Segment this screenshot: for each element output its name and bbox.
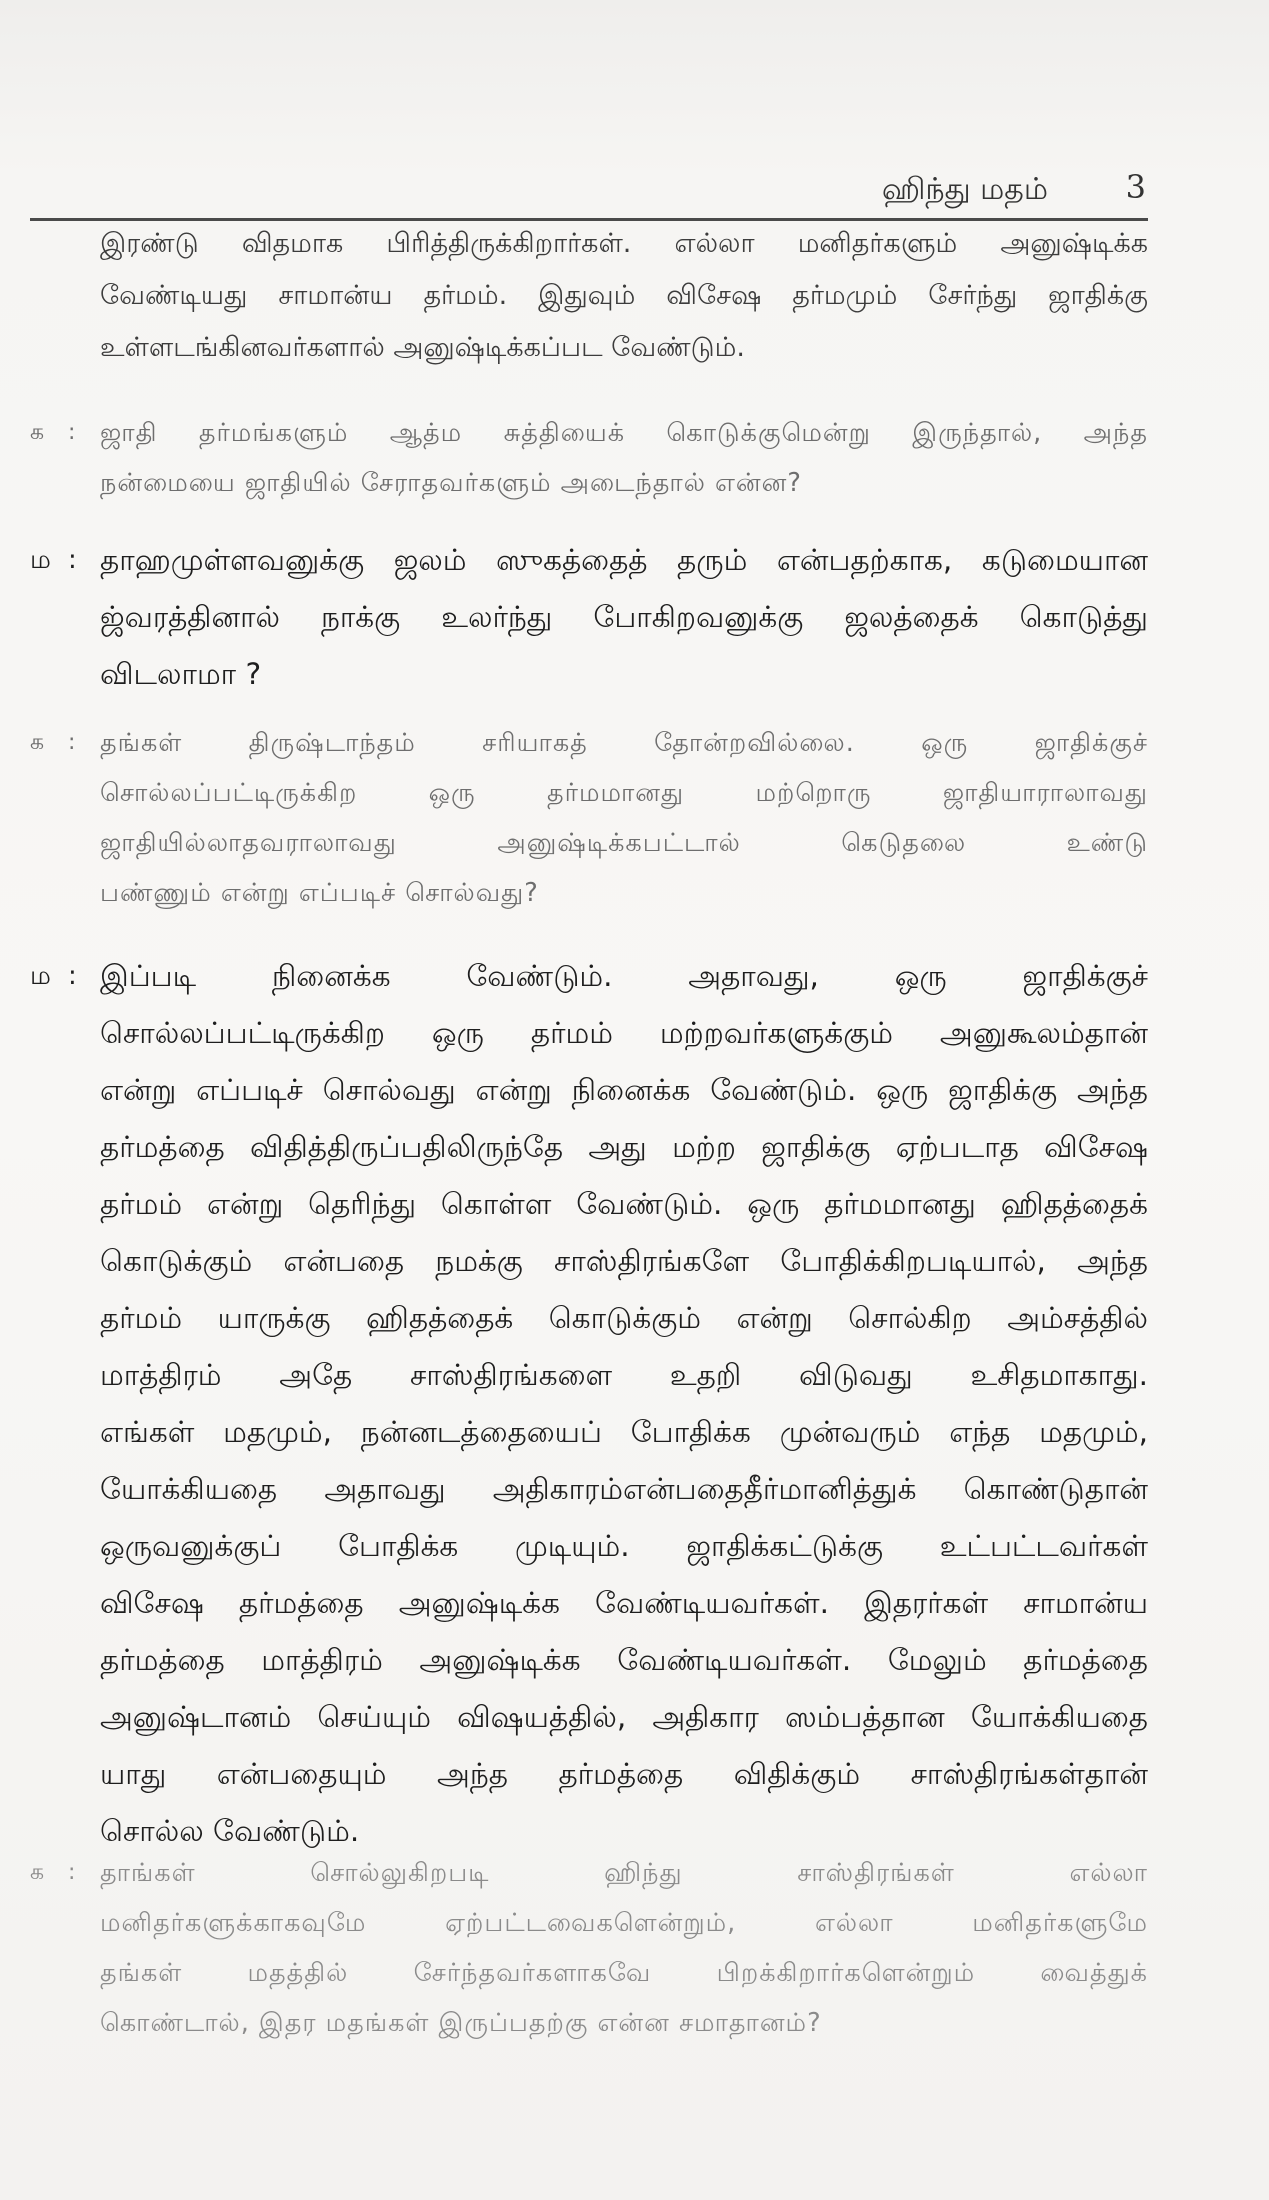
speaker-colon: : <box>68 1860 77 1885</box>
speaker-colon: : <box>68 961 77 991</box>
speaker-colon: : <box>68 730 77 755</box>
text-line: தாங்கள் சொல்லுகிறபடி ஹிந்து சாஸ்திரங்கள் எல்லா <box>100 1858 1148 1888</box>
text-line: தர்மம் யாருக்கு ஹிதத்தைக் கொடுக்கும் என்று சொல்கிற அம்சத்தில் <box>100 1301 1148 1335</box>
running-header <box>30 168 1148 221</box>
speaker-label <box>30 408 90 458</box>
text-line: வேண்டியது சாமான்ய தர்மம். இதுவும் விசேஷ தர்மமும் சேர்ந்து ஜாதிக்கு <box>100 280 1148 311</box>
speaker-label <box>30 1848 90 1898</box>
text-line: சொல்லப்பட்டிருக்கிற ஒரு தர்மமானது மற்றொரு ஜாதியாராலாவது <box>100 778 1148 808</box>
text-line: மாத்திரம் அதே சாஸ்திரங்களை உதறி விடுவது உசிதமாகாது. <box>100 1358 1148 1392</box>
question-2 <box>30 718 1148 918</box>
text-line: தங்கள் திருஷ்டாந்தம் சரியாகத் தோன்றவில்லை. ஒரு ஜாதிக்குச் <box>100 728 1148 758</box>
text-line: ஒருவனுக்குப் போதிக்க முடியும். ஜாதிக்கட்டுக்கு உட்பட்டவர்கள் <box>100 1529 1148 1563</box>
intro-paragraph <box>30 218 1148 374</box>
text-line: ஜாதி தர்மங்களும் ஆத்ம சுத்தியைக் கொடுக்குமென்று இருந்தால், அந்த <box>100 418 1148 448</box>
text-line: தர்மத்தை விதித்திருப்பதிலிருந்தே அது மற்ற ஜாதிக்கு ஏற்படாத விசேஷ <box>100 1130 1148 1164</box>
text-line: என்று எப்படிச் சொல்வது என்று நினைக்க வேண்டும். ஒரு ஜாதிக்கு அந்த <box>100 1073 1148 1107</box>
answer-2 <box>30 948 1148 1860</box>
text-line: யோக்கியதை அதாவது அதிகாரம்என்பதைதீர்மானித்துக் கொண்டுதான் <box>100 1472 1148 1506</box>
text-line: அனுஷ்டானம் செய்யும் விஷயத்தில், அதிகார ஸம்பத்தான யோக்கியதை <box>100 1700 1148 1734</box>
text-line: நன்மையை ஜாதியில் சேராதவர்களும் அடைந்தால் என்ன? <box>100 468 802 498</box>
text-line: யாது என்பதையும் அந்த தர்மத்தை விதிக்கும் சாஸ்திரங்கள்தான் <box>100 1757 1148 1791</box>
text-line: தர்மத்தை மாத்திரம் அனுஷ்டிக்க வேண்டியவர்கள். மேலும் தர்மத்தை <box>100 1643 1148 1677</box>
page-number: 3 <box>1125 168 1146 206</box>
speaker-letter: க <box>30 420 46 445</box>
text-line: எங்கள் மதமும், நன்னடத்தையைப் போதிக்க முன்வரும் எந்த மதமும், <box>100 1415 1148 1449</box>
speaker-label <box>30 718 90 768</box>
speaker-colon: : <box>68 545 77 575</box>
text-line: சொல்ல வேண்டும். <box>100 1814 360 1848</box>
speaker-colon: : <box>68 420 77 445</box>
text-line: சொல்லப்பட்டிருக்கிற ஒரு தர்மம் மற்றவர்களுக்கும் அனுகூலம்தான் <box>100 1016 1148 1050</box>
text-line: தர்மம் என்று தெரிந்து கொள்ள வேண்டும். ஒரு தர்மமானது ஹிதத்தைக் <box>100 1187 1148 1221</box>
text-line: உள்ளடங்கினவர்களால் அனுஷ்டிக்கப்பட வேண்டும். <box>100 332 745 363</box>
text-line: ஜாதியில்லாதவராலாவது அனுஷ்டிக்கபட்டால் கெடுதலை உண்டு <box>100 828 1148 858</box>
speaker-letter: க <box>30 1860 46 1885</box>
text-line: இரண்டு விதமாக பிரித்திருக்கிறார்கள். எல்லா மனிதர்களும் அனுஷ்டிக்க <box>100 228 1148 259</box>
question-1 <box>30 408 1148 508</box>
text-line: கொண்டால், இதர மதங்கள் இருப்பதற்கு என்ன சமாதானம்? <box>100 2008 822 2038</box>
text-line: தாஹமுள்ளவனுக்கு ஜலம் ஸுகத்தைத் தரும் என்பதற்காக, கடுமையான <box>100 543 1148 577</box>
text-line: மனிதர்களுக்காகவுமே ஏற்பட்டவைகளென்றும், எல்லா மனிதர்களுமே <box>100 1908 1148 1938</box>
question-3 <box>30 1848 1148 2048</box>
text-line: தங்கள் மதத்தில் சேர்ந்தவர்களாகவே பிறக்கிறார்களென்றும் வைத்துக் <box>100 1958 1148 1988</box>
text-line: விசேஷ தர்மத்தை அனுஷ்டிக்க வேண்டியவர்கள். இதரர்கள் சாமான்ய <box>100 1586 1148 1620</box>
speaker-letter: க <box>30 730 46 755</box>
text-line: இப்படி நினைக்க வேண்டும். அதாவது, ஒரு ஜாதிக்குச் <box>100 959 1148 993</box>
text-line: பண்ணும் என்று எப்படிச் சொல்வது? <box>100 878 539 908</box>
speaker-label <box>30 948 90 1005</box>
speaker-label <box>30 532 90 589</box>
header-title: ஹிந்து மதம் <box>881 172 1048 207</box>
text-line: விடலாமா ? <box>100 657 262 691</box>
speaker-letter: ம <box>30 961 51 991</box>
text-line: ஜ்வரத்தினால் நாக்கு உலர்ந்து போகிறவனுக்கு ஜலத்தைக் கொடுத்து <box>100 600 1148 634</box>
speaker-letter: ம <box>30 545 51 575</box>
text-line: கொடுக்கும் என்பதை நமக்கு சாஸ்திரங்களே போதிக்கிறபடியால், அந்த <box>100 1244 1148 1278</box>
answer-1 <box>30 532 1148 703</box>
